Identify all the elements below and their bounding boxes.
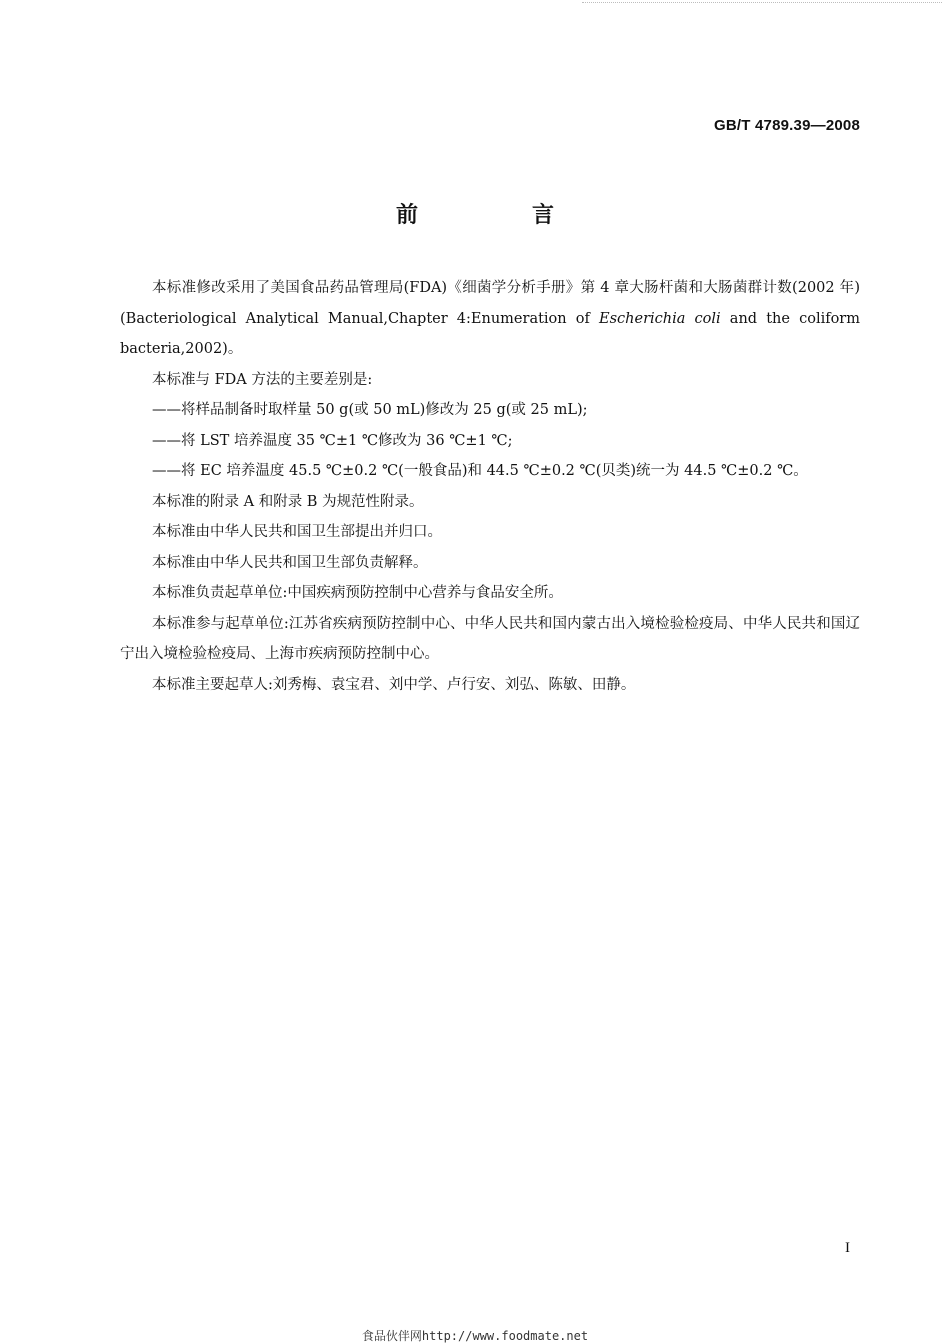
difference-item-lst-temperature: ——将 LST 培养温度 35 ℃±1 ℃修改为 36 ℃±1 ℃; [152, 432, 513, 449]
difference-item-sample-size: ——将样品制备时取样量 50 g(或 50 mL)修改为 25 g(或 25 mL); [152, 402, 588, 418]
difference-item-ec-temperature: ——将 EC 培养温度 45.5 ℃±0.2 ℃(一般食品)和 44.5 ℃±0.2 ℃(贝类)统一为 44.5 ℃±0.2 ℃。 [152, 463, 808, 479]
page-title: 前 言 [395, 203, 600, 228]
paragraph-adoption [120, 273, 860, 365]
scan-edge-marks [582, 2, 942, 4]
paragraph-drafters: 本标准主要起草人:刘秀梅、袁宝君、刘中学、卢行安、刘弘、陈敏、田静。 [152, 676, 636, 693]
species-name: Escherichia coli [599, 310, 721, 327]
paragraph-drafting-unit: 本标准负责起草单位:中国疾病预防控制中心营养与食品安全所。 [152, 585, 563, 601]
standard-number: GB/T 4789.39—2008 [714, 117, 860, 134]
footer-watermark: 食品伙伴网http://www.foodmate.net [361, 1329, 589, 1343]
paragraph-proposer: 本标准由中华人民共和国卫生部提出并归口。 [152, 524, 442, 540]
paragraph-adoption-text-a: 本标准修改采用了美国食品药品管理局(FDA)《细菌学分析手册》第 4 章大肠杆菌和大肠菌群计数(2002 年)(Bacteriological Analytical Manual,Chapter 4:Enumeration of [120, 280, 860, 327]
paragraph-participating-units: 本标准参与起草单位:江苏省疾病预防控制中心、中华人民共和国内蒙古出入境检验检疫局、中华人民共和国辽宁出入境检验检疫局、上海市疾病预防控制中心。 [120, 615, 860, 662]
paragraph-adoption-text-b: and the coliform bacteria,2002)。 [120, 310, 860, 357]
paragraph-interpretation: 本标准由中华人民共和国卫生部负责解释。 [152, 554, 428, 571]
paragraph-differences-intro: 本标准与 FDA 方法的主要差别是: [152, 371, 373, 388]
page-number: I [845, 1240, 850, 1256]
foreword-body [120, 273, 860, 700]
paragraph-annexes: 本标准的附录 A 和附录 B 为规范性附录。 [152, 493, 424, 510]
